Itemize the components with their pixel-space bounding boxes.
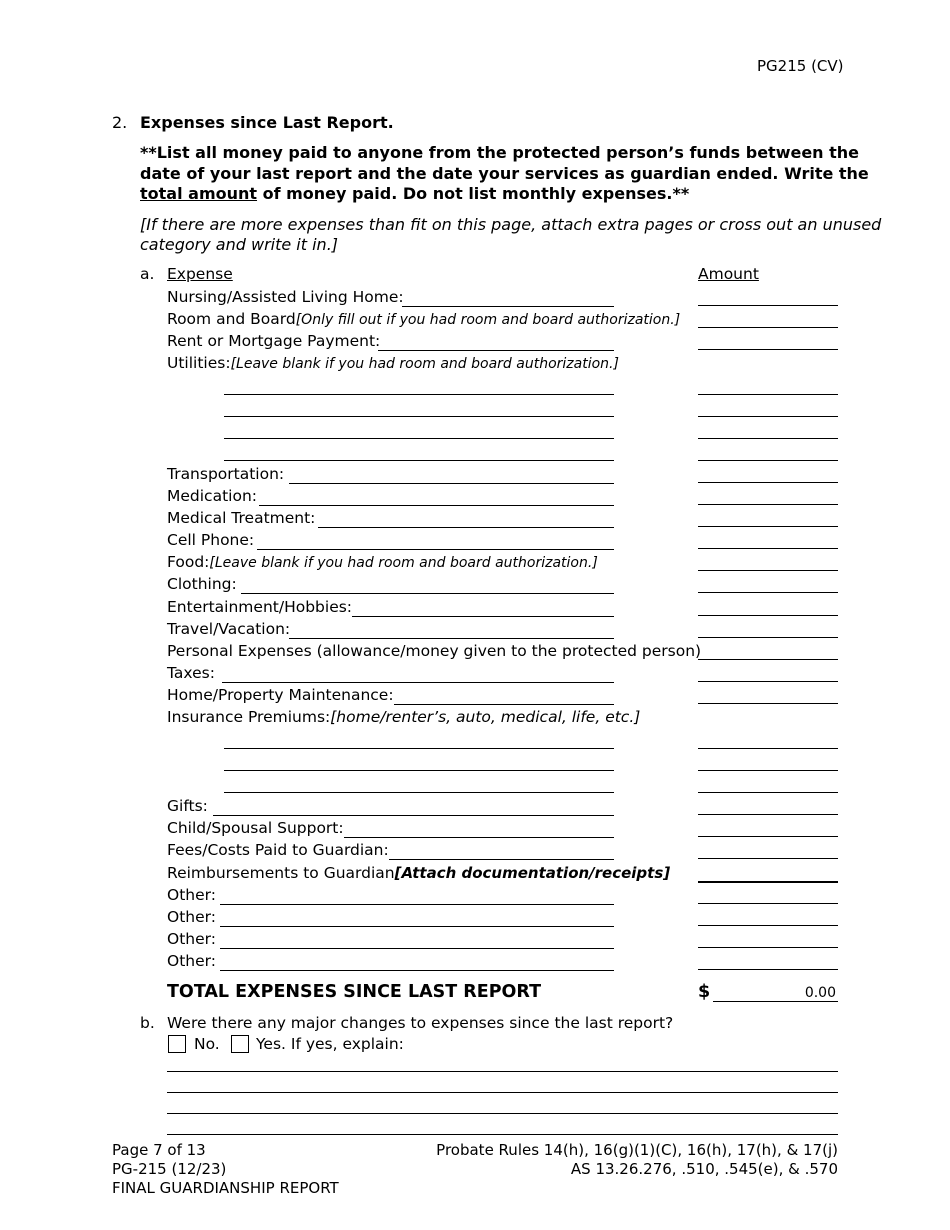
expense-label: Room and Board bbox=[167, 310, 296, 328]
expense-row bbox=[167, 530, 254, 550]
expense-note: [Attach documentation/receipts] bbox=[394, 864, 671, 882]
expense-description-input[interactable] bbox=[289, 622, 614, 639]
expense-label: Clothing: bbox=[167, 575, 237, 593]
instruction-line-3 bbox=[140, 184, 689, 203]
expense-amount-input[interactable] bbox=[698, 399, 838, 417]
expense-description-input[interactable] bbox=[241, 577, 614, 594]
expense-amount-input[interactable] bbox=[698, 553, 838, 571]
expense-row bbox=[167, 574, 237, 594]
expense-amount-input[interactable] bbox=[698, 310, 838, 328]
expense-amount-input[interactable] bbox=[698, 930, 838, 948]
expense-label: Personal Expenses (allowance/money given to the protected person) bbox=[167, 642, 702, 660]
expense-label: Cell Phone: bbox=[167, 531, 255, 549]
expense-label: Taxes: bbox=[167, 664, 215, 682]
part-b-letter: b. bbox=[140, 1014, 155, 1032]
expense-label: Child/Spousal Support: bbox=[167, 819, 344, 837]
expense-label: Travel/Vacation: bbox=[167, 620, 291, 638]
expense-row bbox=[167, 685, 394, 705]
explain-line-4[interactable] bbox=[167, 1114, 838, 1135]
expense-row bbox=[167, 951, 216, 971]
expense-label: Gifts: bbox=[167, 797, 208, 815]
instruction-rest: of money paid. Do not list monthly expenses.** bbox=[257, 184, 690, 203]
expense-continuation-input[interactable] bbox=[224, 444, 614, 461]
expense-amount-input[interactable] bbox=[698, 664, 838, 682]
expense-row bbox=[167, 309, 680, 329]
footer-rules: Probate Rules 14(h), 16(g)(1)(C), 16(h), 17(h), & 17(j) bbox=[436, 1141, 838, 1159]
part-b-question: Were there any major changes to expenses since the last report? bbox=[167, 1014, 674, 1032]
expense-description-input[interactable] bbox=[257, 533, 614, 550]
expense-continuation-input[interactable] bbox=[224, 732, 614, 749]
total-currency: $ bbox=[698, 982, 711, 1002]
footer-page-number: Page 7 of 13 bbox=[112, 1141, 206, 1159]
expense-row bbox=[167, 353, 619, 373]
part-a-letter: a. bbox=[140, 265, 155, 283]
expense-description-input[interactable] bbox=[259, 489, 614, 506]
instruction-line-2: date of your last report and the date your services as guardian ended. Write the bbox=[140, 164, 869, 183]
expense-amount-input[interactable] bbox=[698, 819, 838, 837]
total-label: TOTAL EXPENSES SINCE LAST REPORT bbox=[167, 982, 542, 1002]
instruction-underlined: total amount bbox=[140, 184, 258, 203]
expense-label: Rent or Mortgage Payment: bbox=[167, 332, 381, 350]
expense-description-input[interactable] bbox=[213, 799, 614, 816]
expense-amount-input[interactable] bbox=[698, 377, 838, 395]
expense-row bbox=[167, 464, 284, 484]
expense-amount-input[interactable] bbox=[698, 841, 838, 859]
form-code: PG215 (CV) bbox=[757, 57, 844, 75]
expense-amount-input[interactable] bbox=[698, 288, 838, 306]
expense-row bbox=[167, 508, 315, 528]
footer-form-id: PG-215 (12/23) bbox=[112, 1160, 227, 1178]
expense-label: Entertainment/Hobbies: bbox=[167, 598, 353, 616]
expense-amount-input[interactable] bbox=[698, 686, 838, 704]
expense-row bbox=[167, 619, 290, 639]
expense-row bbox=[167, 663, 215, 683]
expense-amount-input[interactable] bbox=[698, 509, 838, 527]
expense-amount-input[interactable] bbox=[698, 575, 838, 593]
expense-description-input[interactable] bbox=[220, 910, 614, 927]
expense-row bbox=[167, 707, 640, 727]
expense-row bbox=[167, 840, 389, 860]
expense-amount-input[interactable] bbox=[698, 421, 838, 439]
expense-label: Other: bbox=[167, 908, 216, 926]
expense-amount-input[interactable] bbox=[698, 797, 838, 815]
expense-label: Food: bbox=[167, 553, 210, 571]
footer-statutes: AS 13.26.276, .510, .545(e), & .570 bbox=[570, 1160, 838, 1178]
expense-amount-input[interactable] bbox=[698, 731, 838, 749]
expense-amount-input[interactable] bbox=[698, 531, 838, 549]
expense-row bbox=[167, 796, 208, 816]
expense-amount-input[interactable] bbox=[698, 487, 838, 505]
expense-description-input[interactable] bbox=[220, 932, 614, 949]
expense-description-input[interactable] bbox=[220, 888, 614, 905]
expense-description-input[interactable] bbox=[378, 334, 614, 351]
explain-line-3[interactable] bbox=[167, 1093, 838, 1114]
expense-row bbox=[167, 863, 670, 883]
expense-row bbox=[167, 818, 344, 838]
expense-note: [Only fill out if you had room and board authorization.] bbox=[295, 312, 681, 328]
section-number: 2. bbox=[112, 113, 128, 132]
expense-description-input[interactable] bbox=[220, 954, 614, 971]
note-line-1: [If there are more expenses than fit on this page, attach extra pages or cross out an unused bbox=[140, 215, 882, 234]
expense-amount-input[interactable] bbox=[698, 465, 838, 483]
expense-label: Reimbursements to Guardian bbox=[167, 864, 395, 882]
expense-amount-input[interactable] bbox=[698, 620, 838, 638]
expense-description-input[interactable] bbox=[289, 467, 614, 484]
expense-description-input[interactable] bbox=[222, 666, 614, 683]
expense-amount-input[interactable] bbox=[698, 642, 838, 660]
expense-note: [home/renter’s, auto, medical, life, etc.] bbox=[330, 708, 641, 726]
expense-label: Medication: bbox=[167, 487, 257, 505]
expense-label: Transportation: bbox=[167, 465, 285, 483]
expense-label: Medical Treatment: bbox=[167, 509, 316, 527]
expense-description-input[interactable] bbox=[318, 511, 614, 528]
expense-amount-input[interactable] bbox=[698, 753, 838, 771]
expense-amount-input[interactable] bbox=[698, 864, 838, 883]
expense-continuation-input[interactable] bbox=[224, 422, 614, 439]
expense-label: Other: bbox=[167, 886, 216, 904]
explain-line-1[interactable] bbox=[167, 1051, 838, 1072]
expense-label: Home/Property Maintenance: bbox=[167, 686, 394, 704]
expense-note: [Leave blank if you had room and board authorization.] bbox=[209, 555, 598, 571]
instruction-line-1: **List all money paid to anyone from the protected person’s funds between the bbox=[140, 143, 860, 162]
expense-label: Nursing/Assisted Living Home: bbox=[167, 288, 404, 306]
expense-label: Fees/Costs Paid to Guardian: bbox=[167, 841, 389, 859]
expense-label: Utilities: bbox=[167, 354, 231, 372]
expense-description-input[interactable] bbox=[389, 843, 614, 860]
expense-row bbox=[167, 885, 216, 905]
expense-continuation-input[interactable] bbox=[224, 378, 614, 395]
section-title: Expenses since Last Report. bbox=[140, 113, 394, 132]
expense-continuation-input[interactable] bbox=[224, 400, 614, 417]
expense-description-input[interactable] bbox=[402, 290, 614, 307]
expense-row bbox=[167, 907, 216, 927]
amount-column-header: Amount bbox=[698, 265, 759, 283]
expense-continuation-input[interactable] bbox=[224, 776, 614, 793]
expense-label: Insurance Premiums: bbox=[167, 708, 331, 726]
no-label: No. bbox=[194, 1035, 220, 1053]
expense-description-input[interactable] bbox=[344, 821, 614, 838]
expense-label: Other: bbox=[167, 930, 216, 948]
expense-row bbox=[167, 486, 257, 506]
expense-amount-input[interactable] bbox=[698, 443, 838, 461]
expense-amount-input[interactable] bbox=[698, 952, 838, 970]
expense-row bbox=[167, 597, 352, 617]
footer-form-name: FINAL GUARDIANSHIP REPORT bbox=[112, 1179, 339, 1197]
expense-amount-input[interactable] bbox=[698, 886, 838, 904]
explain-line-2[interactable] bbox=[167, 1072, 838, 1093]
expense-row bbox=[167, 331, 380, 351]
expense-amount-input[interactable] bbox=[698, 775, 838, 793]
expense-label: Other: bbox=[167, 952, 216, 970]
total-value: 0.00 bbox=[804, 985, 836, 1001]
expense-description-input[interactable] bbox=[394, 688, 614, 705]
expense-continuation-input[interactable] bbox=[224, 754, 614, 771]
expense-note: [Leave blank if you had room and board authorization.] bbox=[230, 356, 619, 372]
expense-description-input[interactable] bbox=[352, 600, 614, 617]
expense-row bbox=[167, 287, 404, 307]
expense-amount-input[interactable] bbox=[698, 332, 838, 350]
expense-row bbox=[167, 641, 701, 661]
total-underline bbox=[713, 1001, 838, 1002]
expense-amount-input[interactable] bbox=[698, 908, 838, 926]
expense-column-header: Expense bbox=[167, 265, 233, 283]
expense-row bbox=[167, 929, 216, 949]
expense-row bbox=[167, 552, 598, 572]
expense-amount-input[interactable] bbox=[698, 598, 838, 616]
yes-label: Yes. If yes, explain: bbox=[256, 1035, 404, 1053]
note-line-2: category and write it in.] bbox=[140, 235, 339, 254]
